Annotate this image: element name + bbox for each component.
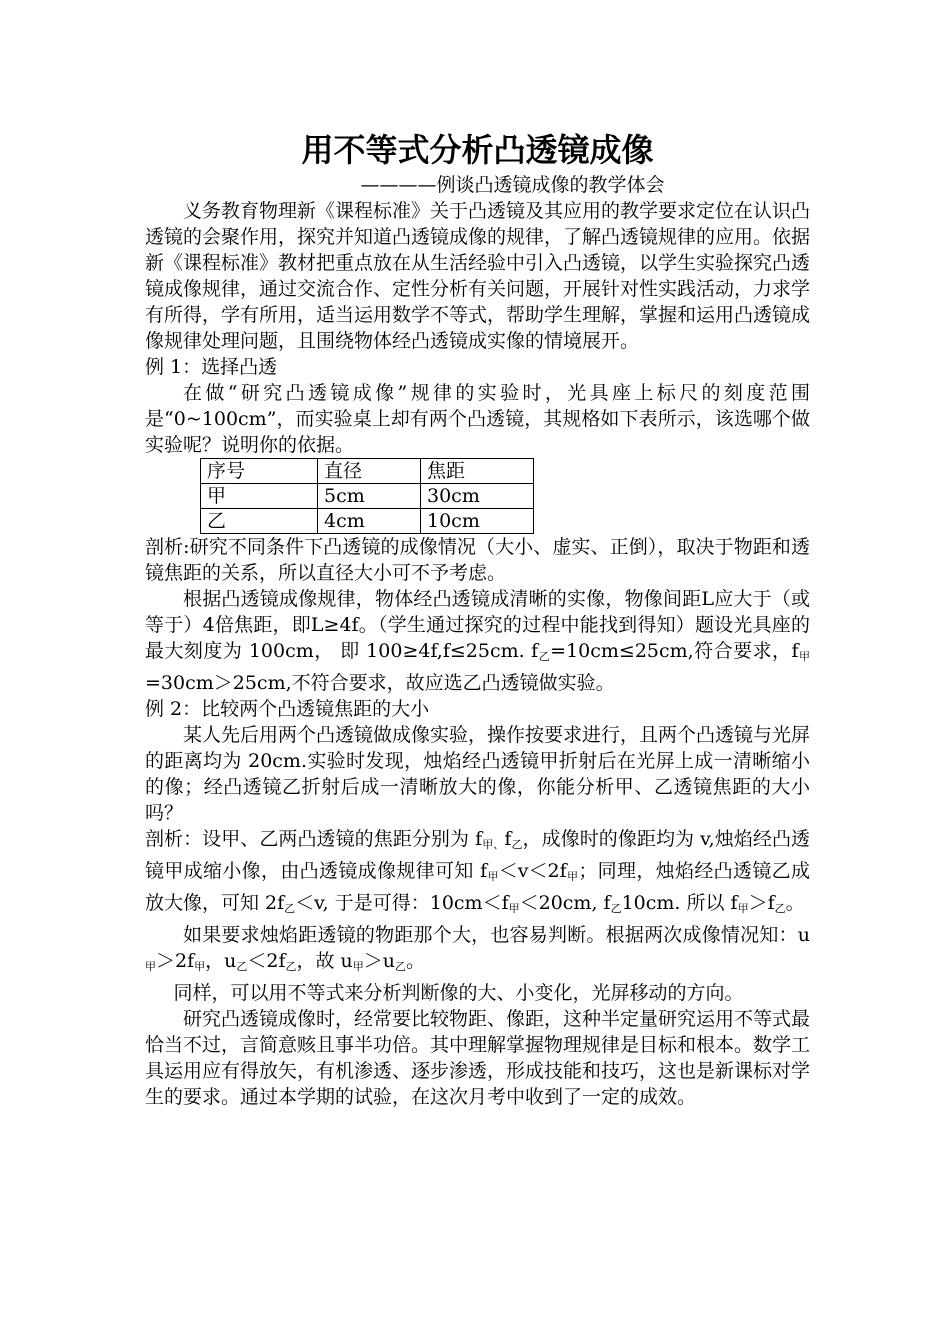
table-cell: 4cm xyxy=(318,509,421,534)
example-1-analysis: 剖析:研究不同条件下凸透镜的成像情况（大小、虚实、正倒），取决于物距和透镜焦距的关系，所以直径大小可不予考虑。 xyxy=(145,536,810,584)
table-cell: 甲 xyxy=(201,484,318,509)
page-title: 用不等式分析凸透镜成像 xyxy=(301,131,654,169)
example-2-heading: 例 2：比较两个凸透镜焦距的大小 xyxy=(145,698,430,720)
intro-paragraph: 义务教育物理新《课程标准》关于凸透镜及其应用的教学要求定位在认识凸透镜的会聚作用，探究并知道凸透镜成像的规律，了解凸透镜规律的应用。依据新《课程标准》教材把重点放在从生活经验中引入凸透镜，以学生实验探究凸透镜成像规律，通过交流合作、定性分析有关问题，开展针对性实践活动，力求学有所得，学有所用，适当运用数学不等式，帮助学生理解，掌握和运用凸透镜成像规律处理问题，且围绕物体经凸透镜成实像的情境展开。 xyxy=(145,200,811,352)
table-header-cell: 焦距 xyxy=(421,459,534,484)
table-header-cell: 序号 xyxy=(201,459,318,484)
table-cell: 10cm xyxy=(421,509,534,534)
example-2-object-distance: 如果要求烛焰距透镜的物距那个大，也容易判断。根据两次成像情况知：$u_甲>2f_甲$，$u_乙<2f_乙$，故 $u_甲>u_乙$。 xyxy=(145,924,810,973)
table-row xyxy=(201,484,534,509)
example-1-heading: 例 1：选择凸透 xyxy=(145,356,278,378)
page-subtitle: ————例谈凸透镜成像的教学体会 xyxy=(360,174,665,196)
example-2-analysis: 剖析：设甲、乙两凸透镜的焦距分别为 $f_{甲、}f_乙$，成像时的像距均为 v,烛焰经凸透镜甲成缩小像，由凸透镜成像规律可知 $f_甲<v<2f_甲$；同理，烛焰经凸透镜乙成放大像，可知 $2f_乙<v$, 于是可得：$10cm<f_甲<20cm$, $f_乙10cm$. 所以 $f_甲>f_乙$。 xyxy=(145,828,811,915)
example-2-question: 某人先后用两个凸透镜做成像实验，操作按要求进行，且两个凸透镜与光屏的距离均为 20cm.实验时发现，烛焰经凸透镜甲折射后在光屏上成一清晰缩小的像；经凸透镜乙折射后成一清晰放大的像，你能分析甲、乙透镜焦距的大小吗？ xyxy=(145,724,811,824)
table-cell: 乙 xyxy=(201,509,318,534)
table-header-row xyxy=(201,459,534,484)
table-cell: 30cm xyxy=(421,484,534,509)
example-1-reasoning: 根据凸透镜成像规律，物体经凸透镜成清晰的实像，物像间距L应大于（或等于）4倍焦距，即L≥4f。（学生通过探究的过程中能找到得知）题设光具座的最大刻度为 100cm， 即 100≥4f,f≤25cm. $f_乙=10cm\le 25cm$,符合要求，$f_甲=30cm>25cm$,不符合要求，故应选乙凸透镜做实验。 xyxy=(145,588,811,694)
table-cell: 5cm xyxy=(318,484,421,509)
conclusion-paragraph: 研究凸透镜成像时，经常要比较物距、像距，这种半定量研究运用不等式最恰当不过，言简意赅且事半功倍。其中理解掌握物理规律是目标和根本。数学工具运用应有得放矢，有机渗透、逐步渗透，形成技能和技巧，这也是新课标对学生的要求。通过本学期的试验，在这次月考中收到了一定的成效。 xyxy=(145,1008,811,1108)
table-header-cell: 直径 xyxy=(318,459,421,484)
lens-spec-table xyxy=(200,458,534,534)
table-row xyxy=(201,509,534,534)
document-page xyxy=(145,128,810,1110)
similar-application-paragraph: 同样，可以用不等式来分析判断像的大、小变化，光屏移动的方向。 xyxy=(173,982,744,1004)
example-1-question: 在做“研究凸透镜成像”规律的实验时，光具座上标尺的刻度范围是“0~100cm”，而实验桌上却有两个凸透镜，其规格如下表所示，该选哪个做实验呢？说明你的依据。 xyxy=(145,382,810,456)
